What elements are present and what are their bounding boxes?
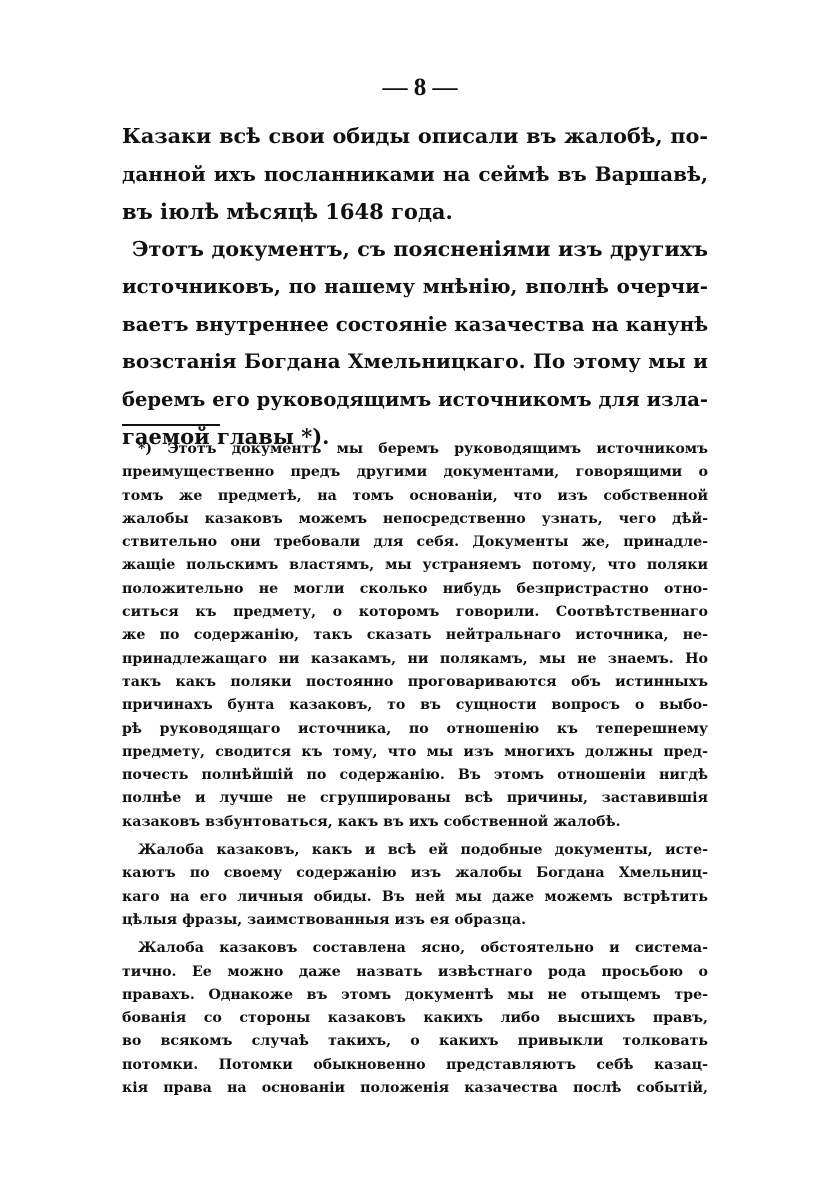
- footnote-line: во всякомъ случаѣ такихъ, о какихъ привыкли толковать: [122, 1033, 708, 1050]
- text-line: ваетъ внутреннее состояніе казачества на канунѣ: [122, 311, 709, 336]
- footnote-line: бованія со стороны казаковъ какихъ либо высшихъ правъ,: [122, 1010, 708, 1027]
- text-line: данной ихъ посланниками на сеймѣ въ Варшавѣ,: [122, 161, 708, 186]
- footnote-line: тично. Ее можно даже назвать извѣстнаго рода просьбою о: [122, 963, 708, 980]
- text-line: источниковъ, по нашему мнѣнію, вполнѣ очерчи-: [122, 274, 708, 298]
- footnote-line: такъ какъ поляки постоянно проговариваются объ истинныхъ: [122, 673, 708, 690]
- footnote-line: ситься къ предмету, о которомъ говорили. Соотвѣтственнаго: [122, 604, 708, 621]
- text-line: возстанія Богдана Хмельницкаго. По этому мы и: [122, 349, 708, 373]
- footnote-line: ствительно они требовали для себя. Документы же, принадле-: [122, 534, 708, 551]
- footnote-line: же по содержанію, такъ сказать нейтральнаго источника, не-: [122, 627, 708, 644]
- footnote-line: положительно не могли сколько нибудь безпристрастно отно-: [122, 580, 708, 597]
- text-line: въ іюлѣ мѣсяцѣ 1648 года.: [122, 199, 453, 224]
- footnote-line: потомки. Потомки обыкновенно представляютъ себѣ казац-: [122, 1056, 708, 1073]
- footnote-paragraph: [122, 839, 708, 932]
- footnote-line: *) Этотъ документъ мы беремъ руководящимъ источникомъ: [138, 441, 708, 457]
- footnote-line: правахъ. Однакоже въ этомъ документѣ мы не отыщемъ тре-: [122, 986, 708, 1003]
- footnote-paragraph: [122, 438, 708, 834]
- text-line: Этотъ документъ, съ поясненіями изъ другихъ: [132, 236, 708, 261]
- footnote-line: томъ же предметѣ, на томъ основаніи, что изъ собственной: [122, 487, 708, 504]
- footnote-line: полнѣе и лучше не сгруппированы всѣ причины, заставившія: [122, 790, 708, 807]
- footnote-line: преимущественно предъ другими документами, говорящими о: [122, 464, 708, 481]
- footnote-line: цѣлыя фразы, заимствованныя изъ ея образца.: [122, 911, 527, 928]
- footnote-line: принадлежащаго ни казакамъ, ни полякамъ, мы не знаемъ. Но: [122, 650, 708, 667]
- footnote-line: казаковъ взбунтоваться, какъ въ ихъ собственной жалобѣ.: [122, 813, 621, 830]
- footnote-line: почесть полнѣйшій по содержанію. Въ этомъ отношеніи нигдѣ: [122, 767, 708, 784]
- footnote-line: Жалоба казаковъ, какъ и всѣ ей подобные документы, исте-: [138, 842, 708, 859]
- text-line: беремъ его руководящимъ источникомъ для изла-: [122, 387, 708, 411]
- footnote-line: каютъ по своему содержанію изъ жалобы Богдана Хмельниц-: [122, 865, 708, 882]
- footnote-line: кія права на основаніи положенія казачества послѣ событій,: [122, 1080, 708, 1097]
- footnote-line: каго на его личныя обиды. Въ ней мы даже можемъ встрѣтить: [122, 888, 708, 905]
- footnote-line: Жалоба казаковъ составлена ясно, обстоятельно и системa-: [138, 940, 708, 957]
- text-line: гаемой главы *).: [122, 424, 330, 449]
- footnote-paragraph: [122, 937, 708, 1100]
- footnote-line: жащіе польскимъ властямъ, мы устраняемъ потому, что поляки: [122, 557, 708, 574]
- main-text: [122, 118, 708, 456]
- paragraph: [122, 231, 708, 456]
- footnote-line: жалобы казаковъ можемъ непосредственно узнать, чего дѣй-: [122, 510, 708, 527]
- footnote-line: рѣ руководящаго источника, по отношенію къ теперешнему: [122, 720, 708, 737]
- page-number: — 8 —: [382, 74, 458, 101]
- footnote: [122, 438, 708, 1100]
- footnote-line: предмету, сводится къ тому, что мы изъ многихъ должны пред-: [122, 743, 708, 760]
- footnote-line: причинахъ бунта казаковъ, то въ сущности вопросъ о выбо-: [122, 697, 708, 714]
- text-line: Казаки всѣ свои обиды описали въ жалобѣ, по-: [122, 124, 708, 148]
- paragraph: [122, 118, 708, 231]
- footnote-separator: [122, 424, 220, 426]
